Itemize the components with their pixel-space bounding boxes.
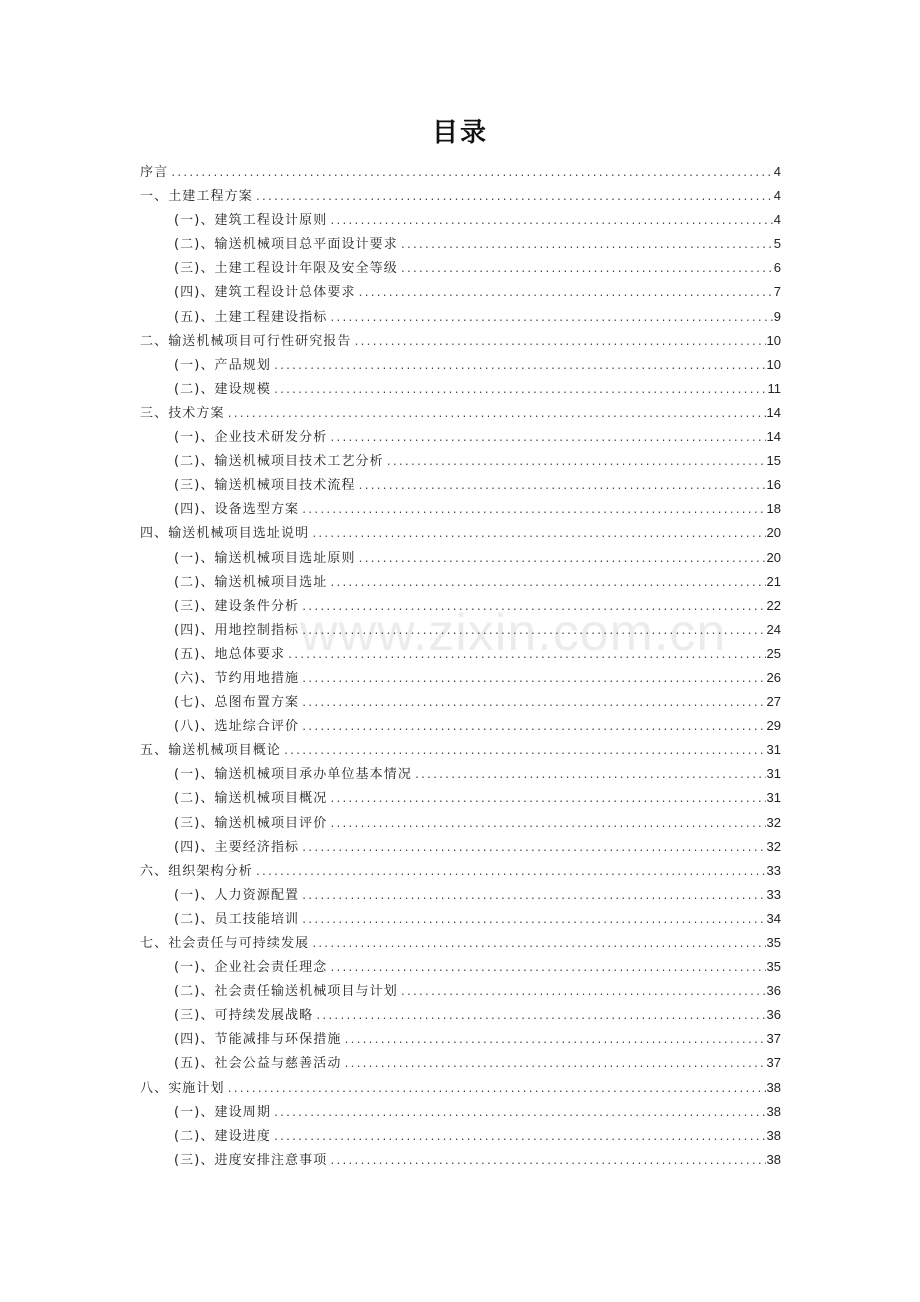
toc-page-number: 36 bbox=[766, 983, 781, 999]
toc-entry-label: (五)、土建工程建设指标 bbox=[174, 309, 328, 325]
toc-dot-leader bbox=[255, 193, 773, 203]
toc-entry-label: (二)、社会责任输送机械项目与计划 bbox=[174, 984, 398, 1000]
toc-entry-label: (二)、输送机械项目概况 bbox=[174, 791, 328, 807]
toc-section-entry[interactable] bbox=[140, 1149, 781, 1173]
watermark: www.zixin.com.cn bbox=[300, 604, 727, 662]
toc-page-number: 38 bbox=[766, 1079, 781, 1095]
toc-page-number: 4 bbox=[773, 188, 781, 204]
toc-dot-leader bbox=[301, 892, 765, 902]
toc-page-number: 26 bbox=[766, 669, 781, 685]
toc-section-entry[interactable] bbox=[140, 884, 781, 908]
toc-entry-label: 一、土建工程方案 bbox=[140, 189, 253, 205]
toc-page-number: 38 bbox=[766, 1127, 781, 1143]
toc-section-entry[interactable] bbox=[140, 763, 781, 787]
page-title: 目录 bbox=[431, 118, 488, 148]
toc-entry-label: (四)、主要经济指标 bbox=[174, 839, 300, 855]
toc-dot-leader bbox=[283, 747, 766, 757]
toc-entry-label: (一)、输送机械项目承办单位基本情况 bbox=[174, 767, 412, 783]
toc-entry-label: (二)、建设进度 bbox=[174, 1128, 271, 1144]
toc-entry-label: (一)、建设周期 bbox=[174, 1104, 271, 1120]
toc-page-number: 27 bbox=[766, 694, 781, 710]
toc-chapter-entry[interactable] bbox=[140, 739, 781, 763]
toc-section-entry[interactable] bbox=[140, 547, 781, 571]
toc-entry-label: 四、输送机械项目选址说明 bbox=[140, 526, 310, 542]
toc-entry-label: (八)、选址综合评价 bbox=[174, 719, 300, 735]
toc-page-number: 5 bbox=[773, 236, 781, 252]
toc-entry-label: (三)、土建工程设计年限及安全等级 bbox=[174, 261, 398, 277]
toc-page-number: 6 bbox=[773, 260, 781, 276]
toc-dot-leader bbox=[311, 530, 765, 540]
toc-dot-leader bbox=[358, 482, 766, 492]
toc-section-entry[interactable] bbox=[140, 787, 781, 811]
toc-dot-leader bbox=[400, 988, 766, 998]
toc-dot-leader bbox=[329, 795, 765, 805]
toc-section-entry[interactable] bbox=[140, 1101, 781, 1125]
toc-section-entry[interactable] bbox=[140, 1052, 781, 1076]
table-of-contents bbox=[140, 161, 781, 1173]
toc-page-number: 34 bbox=[766, 910, 781, 926]
toc-dot-leader bbox=[301, 506, 765, 516]
toc-page-number: 4 bbox=[773, 212, 781, 228]
toc-chapter-entry[interactable] bbox=[140, 185, 781, 209]
toc-dot-leader bbox=[273, 386, 767, 396]
toc-dot-leader bbox=[287, 651, 765, 661]
toc-section-entry[interactable] bbox=[140, 619, 781, 643]
toc-section-entry[interactable] bbox=[140, 354, 781, 378]
toc-entry-label: (三)、进度安排注意事项 bbox=[174, 1152, 328, 1168]
toc-dot-leader bbox=[301, 627, 765, 637]
toc-entry-label: (一)、企业社会责任理念 bbox=[174, 960, 328, 976]
toc-page-number: 14 bbox=[766, 404, 781, 420]
toc-page-number: 7 bbox=[773, 284, 781, 300]
toc-entry-label: (一)、人力资源配置 bbox=[174, 887, 300, 903]
toc-entry-label: (一)、输送机械项目选址原则 bbox=[174, 550, 356, 566]
toc-section-entry[interactable] bbox=[140, 571, 781, 595]
toc-entry-label: (二)、建设规模 bbox=[174, 381, 271, 397]
toc-entry-label: (二)、输送机械项目总平面设计要求 bbox=[174, 237, 398, 253]
toc-section-entry[interactable] bbox=[140, 1125, 781, 1149]
toc-entry-label: (五)、地总体要求 bbox=[174, 646, 286, 662]
toc-section-entry[interactable] bbox=[140, 643, 781, 667]
toc-page-number: 31 bbox=[766, 766, 781, 782]
toc-chapter-entry[interactable] bbox=[140, 161, 781, 185]
toc-chapter-entry[interactable] bbox=[140, 330, 781, 354]
toc-page-number: 16 bbox=[766, 477, 781, 493]
toc-section-entry[interactable] bbox=[140, 378, 781, 402]
toc-page-number: 22 bbox=[766, 597, 781, 613]
toc-section-entry[interactable] bbox=[140, 1004, 781, 1028]
toc-entry-label: (二)、员工技能培训 bbox=[174, 911, 300, 927]
toc-section-entry[interactable] bbox=[140, 956, 781, 980]
toc-dot-leader bbox=[273, 362, 766, 372]
toc-chapter-entry[interactable] bbox=[140, 402, 781, 426]
toc-page-number: 20 bbox=[766, 525, 781, 541]
toc-page-number: 4 bbox=[773, 164, 781, 179]
toc-dot-leader bbox=[386, 458, 766, 468]
toc-dot-leader bbox=[343, 1036, 765, 1046]
toc-page-number: 24 bbox=[766, 621, 781, 637]
toc-page-number: 18 bbox=[766, 501, 781, 517]
toc-page-number: 31 bbox=[766, 790, 781, 806]
toc-section-entry[interactable] bbox=[140, 812, 781, 836]
toc-dot-leader bbox=[343, 1060, 765, 1070]
toc-section-entry[interactable] bbox=[140, 450, 781, 474]
toc-entry-label: (二)、输送机械项目选址 bbox=[174, 574, 328, 590]
toc-section-entry[interactable] bbox=[140, 474, 781, 498]
toc-entry-label: (一)、建筑工程设计原则 bbox=[174, 213, 328, 229]
toc-section-entry[interactable] bbox=[140, 281, 781, 305]
toc-dot-leader bbox=[301, 844, 765, 854]
toc-dot-leader bbox=[170, 169, 773, 179]
toc-entry-label: 八、实施计划 bbox=[140, 1080, 225, 1096]
toc-chapter-entry[interactable] bbox=[140, 1077, 781, 1101]
toc-dot-leader bbox=[329, 1157, 765, 1167]
toc-page-number: 33 bbox=[766, 886, 781, 902]
toc-section-entry[interactable] bbox=[140, 498, 781, 522]
toc-dot-leader bbox=[301, 675, 765, 685]
toc-page-number: 21 bbox=[766, 573, 781, 589]
toc-page-number: 29 bbox=[766, 718, 781, 734]
toc-section-entry[interactable] bbox=[140, 908, 781, 932]
toc-page-number: 9 bbox=[773, 308, 781, 324]
toc-dot-leader bbox=[227, 1085, 766, 1095]
toc-entry-label: (四)、建筑工程设计总体要求 bbox=[174, 285, 356, 301]
toc-entry-label: (四)、设备选型方案 bbox=[174, 502, 300, 518]
toc-section-entry[interactable] bbox=[140, 595, 781, 619]
toc-dot-leader bbox=[311, 940, 765, 950]
toc-page-number: 31 bbox=[766, 742, 781, 758]
toc-page-number: 15 bbox=[766, 453, 781, 469]
toc-dot-leader bbox=[400, 241, 773, 251]
toc-page-number: 25 bbox=[766, 645, 781, 661]
toc-entry-label: 五、输送机械项目概论 bbox=[140, 743, 282, 759]
toc-chapter-entry[interactable] bbox=[140, 522, 781, 546]
toc-dot-leader bbox=[329, 434, 765, 444]
toc-page-number: 10 bbox=[766, 356, 781, 372]
toc-dot-leader bbox=[358, 555, 766, 565]
toc-dot-leader bbox=[301, 603, 765, 613]
toc-section-entry[interactable] bbox=[140, 1028, 781, 1052]
toc-page-number: 37 bbox=[766, 1055, 781, 1071]
toc-dot-leader bbox=[227, 410, 766, 420]
toc-dot-leader bbox=[358, 289, 773, 299]
toc-section-entry[interactable] bbox=[140, 691, 781, 715]
toc-dot-leader bbox=[301, 916, 765, 926]
toc-dot-leader bbox=[329, 314, 772, 324]
toc-section-entry[interactable] bbox=[140, 257, 781, 281]
toc-section-entry[interactable] bbox=[140, 980, 781, 1004]
toc-page-number: 10 bbox=[766, 332, 781, 348]
toc-dot-leader bbox=[301, 699, 765, 709]
toc-entry-label: (四)、节能减排与环保措施 bbox=[174, 1032, 342, 1048]
toc-section-entry[interactable] bbox=[140, 667, 781, 691]
toc-page-number: 11 bbox=[767, 380, 781, 396]
toc-section-entry[interactable] bbox=[140, 426, 781, 450]
toc-dot-leader bbox=[329, 217, 772, 227]
toc-dot-leader bbox=[301, 723, 765, 733]
toc-chapter-entry[interactable] bbox=[140, 932, 781, 956]
toc-entry-label: (三)、可持续发展战略 bbox=[174, 1008, 314, 1024]
toc-dot-leader bbox=[400, 265, 773, 275]
toc-chapter-entry[interactable] bbox=[140, 860, 781, 884]
toc-entry-label: (三)、输送机械项目技术流程 bbox=[174, 478, 356, 494]
toc-dot-leader bbox=[315, 1012, 765, 1022]
toc-section-entry[interactable] bbox=[140, 715, 781, 739]
toc-section-entry[interactable] bbox=[140, 209, 781, 233]
toc-section-entry[interactable] bbox=[140, 233, 781, 257]
toc-page-number: 33 bbox=[766, 862, 781, 878]
toc-page-number: 35 bbox=[766, 935, 781, 950]
toc-dot-leader bbox=[329, 579, 765, 589]
toc-entry-label: (四)、用地控制指标 bbox=[174, 622, 300, 638]
toc-entry-label: 七、社会责任与可持续发展 bbox=[140, 936, 310, 951]
toc-entry-label: (二)、输送机械项目技术工艺分析 bbox=[174, 454, 384, 470]
toc-entry-label: (七)、总图布置方案 bbox=[174, 695, 300, 711]
toc-entry-label: 序言 bbox=[140, 165, 169, 180]
toc-entry-label: (五)、社会公益与慈善活动 bbox=[174, 1056, 342, 1072]
toc-page-number: 20 bbox=[766, 549, 781, 565]
toc-entry-label: (六)、节约用地措施 bbox=[174, 670, 300, 686]
toc-entry-label: (三)、建设条件分析 bbox=[174, 598, 300, 614]
toc-page-number: 36 bbox=[766, 1007, 781, 1023]
toc-dot-leader bbox=[414, 771, 766, 781]
toc-page-number: 32 bbox=[766, 814, 781, 830]
toc-page-number: 38 bbox=[766, 1151, 781, 1167]
toc-page-number: 37 bbox=[766, 1031, 781, 1047]
toc-entry-label: 六、组织架构分析 bbox=[140, 863, 253, 879]
toc-page-number: 35 bbox=[766, 959, 781, 975]
toc-entry-label: (三)、输送机械项目评价 bbox=[174, 815, 328, 831]
toc-section-entry[interactable] bbox=[140, 306, 781, 330]
toc-dot-leader bbox=[354, 338, 766, 348]
toc-dot-leader bbox=[273, 1109, 766, 1119]
toc-page-number: 32 bbox=[766, 838, 781, 854]
toc-dot-leader bbox=[255, 868, 766, 878]
toc-dot-leader bbox=[329, 820, 765, 830]
toc-dot-leader bbox=[273, 1133, 766, 1143]
toc-entry-label: 二、输送机械项目可行性研究报告 bbox=[140, 333, 352, 349]
toc-entry-label: (一)、产品规划 bbox=[174, 357, 271, 373]
toc-page-number: 38 bbox=[766, 1103, 781, 1119]
toc-entry-label: 三、技术方案 bbox=[140, 405, 225, 421]
toc-page-number: 14 bbox=[766, 429, 781, 445]
toc-entry-label: (一)、企业技术研发分析 bbox=[174, 430, 328, 446]
toc-section-entry[interactable] bbox=[140, 836, 781, 860]
toc-dot-leader bbox=[329, 964, 765, 974]
